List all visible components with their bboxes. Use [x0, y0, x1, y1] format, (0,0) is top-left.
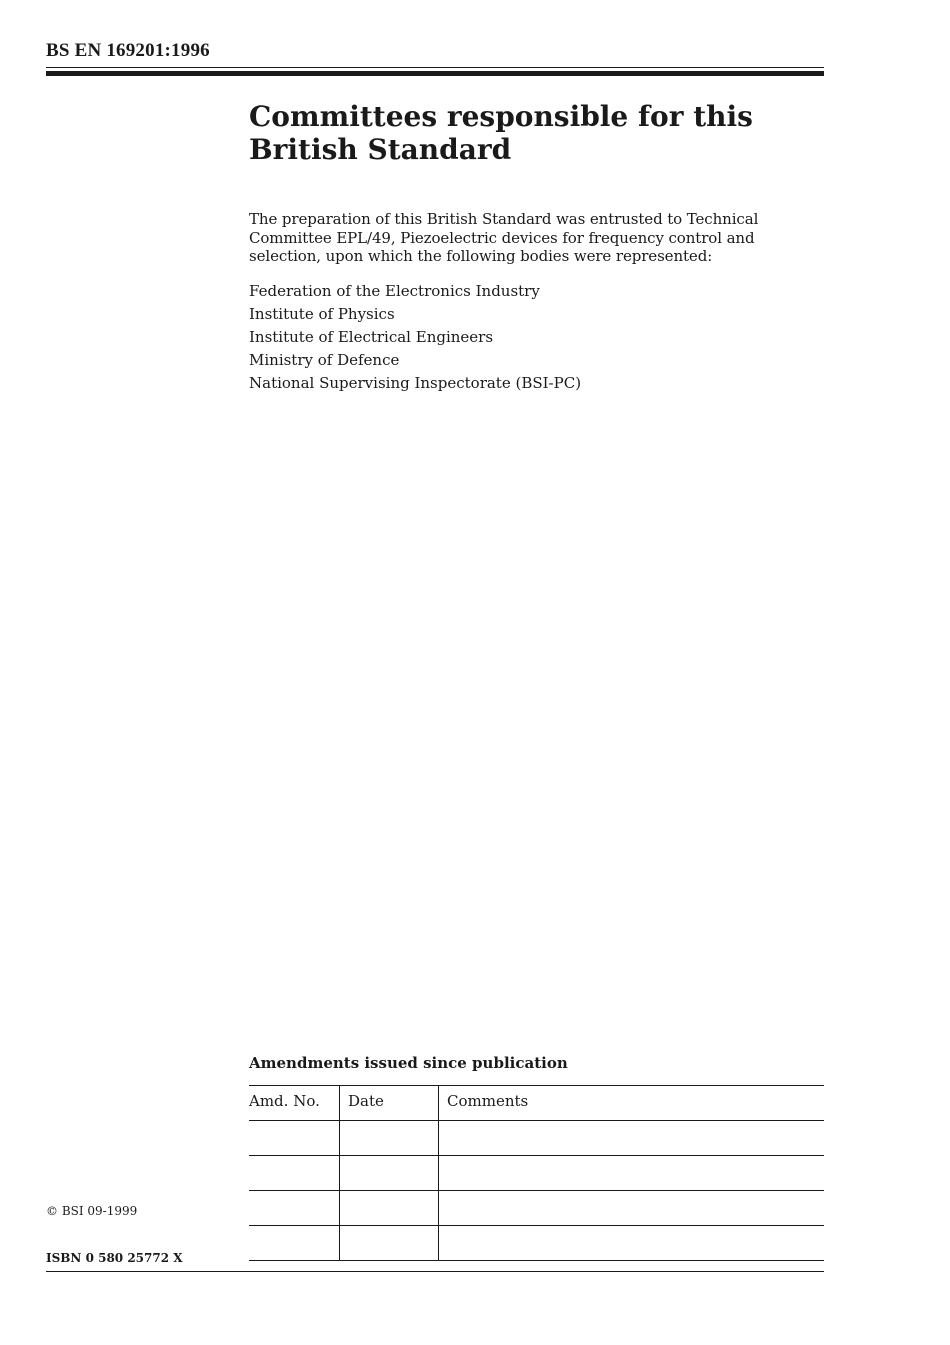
table-cell — [439, 1191, 825, 1226]
header-rule-thin — [46, 67, 824, 68]
column-header-comments: Comments — [439, 1086, 825, 1121]
table-cell — [249, 1156, 340, 1191]
list-item: Ministry of Defence — [249, 351, 400, 369]
intro-paragraph: The preparation of this British Standard was entrusted to Technical Committee EPL/49, Piezoelectric devices for frequency control and selection, upon which the following bodies were represented: — [249, 210, 759, 265]
table-cell — [439, 1226, 825, 1261]
table-cell — [340, 1226, 439, 1261]
table-row — [249, 1121, 824, 1156]
table-row — [249, 1226, 824, 1261]
table-row — [249, 1191, 824, 1226]
represented-bodies-list — [249, 281, 581, 396]
table-cell — [340, 1121, 439, 1156]
header-rule-thick — [46, 71, 824, 76]
footer-rule — [46, 1271, 824, 1272]
amendments-heading: Amendments issued since publication — [249, 1054, 568, 1072]
list-item: Institute of Physics — [249, 305, 395, 323]
table-cell — [249, 1191, 340, 1226]
table-cell — [340, 1191, 439, 1226]
table-cell — [249, 1226, 340, 1261]
table-cell — [439, 1121, 825, 1156]
list-item: Federation of the Electronics Industry — [249, 282, 540, 300]
table-cell — [340, 1156, 439, 1191]
table-header-row — [249, 1086, 824, 1121]
copyright-notice: © BSI 09-1999 — [46, 1204, 138, 1218]
column-header-date: Date — [340, 1086, 439, 1121]
isbn: ISBN 0 580 25772 X — [46, 1251, 183, 1265]
standard-number: BS EN 169201:1996 — [46, 40, 210, 61]
list-item: Institute of Electrical Engineers — [249, 328, 494, 346]
amendments-table — [249, 1085, 824, 1261]
table-cell — [439, 1156, 825, 1191]
list-item: National Supervising Inspectorate (BSI-PC) — [249, 374, 582, 392]
table-cell — [249, 1121, 340, 1156]
column-header-amd-no: Amd. No. — [249, 1086, 340, 1121]
page-title: Committees responsible for this British Standard — [249, 100, 753, 166]
table-row — [249, 1156, 824, 1191]
